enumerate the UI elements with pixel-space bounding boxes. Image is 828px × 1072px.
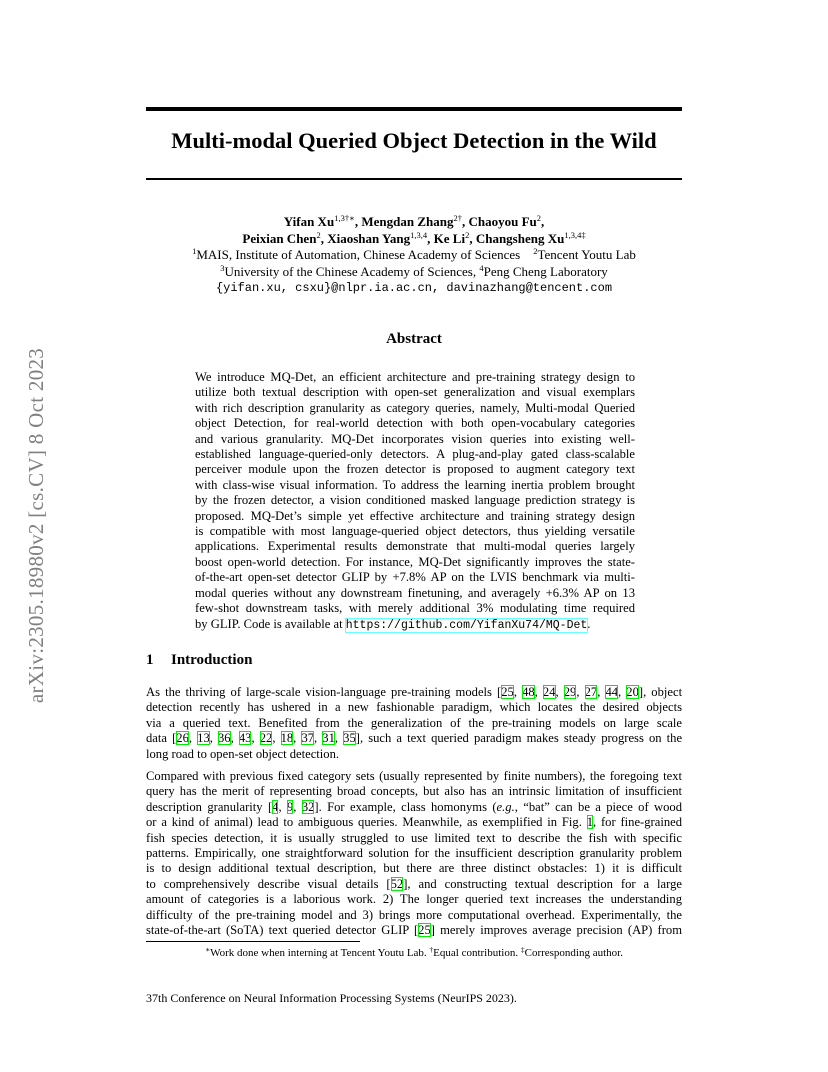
citation-link[interactable]: 32 xyxy=(301,799,315,814)
citation-link[interactable]: 25 xyxy=(418,923,431,938)
title-top-rule xyxy=(146,107,682,111)
intro-paragraph-1: As the thriving of large-scale vision-language pre-training models [25, 48, 24, 29, 27, 44, 20], object detection recently has ushered in a new fashionable paradigm, which locates the desired objects via a queried text. Benefited from the generalization of the pre-training models on large scale data [26, 13, 36, 43, 22, 18, 37, 31, 35], such a text queried paradigm makes steady progress on the long road to open-set object detection. xyxy=(146,685,683,761)
abstract-heading: Abstract xyxy=(386,331,442,347)
paper-title: Multi-modal Queried Object Detection in the Wild xyxy=(171,128,657,153)
author-name: Xiaoshan Yang xyxy=(327,230,411,246)
author-name: Changsheng Xu xyxy=(475,230,565,246)
citation-link[interactable]: 35 xyxy=(343,731,356,746)
arxiv-id: arXiv:2305.18980v2 [cs.CV] 8 Oct 2023 xyxy=(24,347,49,703)
citation-link[interactable]: 37 xyxy=(301,731,315,746)
author-block xyxy=(146,214,682,297)
citation-link[interactable]: 43 xyxy=(238,731,252,746)
author-name: Peixian Chen xyxy=(242,230,317,246)
citation-link[interactable]: 9 xyxy=(286,799,294,814)
footnote: ∗Work done when interning at Tencent Youtu Lab. †Equal contribution. ‡Corresponding author. xyxy=(204,945,623,959)
citation-link[interactable]: 48 xyxy=(522,685,535,699)
author-row-2: Peixian Chen$^2$, Xiaoshan Yang$^{1,3,4}$, Ke Li$^2$, Changsheng $Xu^{1,3,4\ddagger}$ xyxy=(242,229,586,246)
affiliation: Peng Cheng Laboratory xyxy=(483,263,608,279)
citation-link[interactable]: 4 xyxy=(272,799,279,814)
citation-link[interactable]: 26 xyxy=(176,731,189,746)
citation-link[interactable]: 22 xyxy=(259,731,273,746)
arxiv-sidebar-stamp xyxy=(14,290,60,760)
author-name: Yifan Xu xyxy=(283,214,335,229)
section-title: Introduction xyxy=(171,652,253,668)
author-emails: {yifan.xu, csxu}@nlpr.ia.ac.cn, davinazhang@tencent.com xyxy=(215,281,613,295)
citation-link[interactable]: 52 xyxy=(390,876,404,891)
title-bottom-rule xyxy=(146,178,682,180)
section-heading-introduction xyxy=(146,652,252,669)
affiliation-row-2: $^3$University of the Chinese Academy of Sciences, $^4$Peng Cheng Laboratory xyxy=(220,262,608,279)
citation-link[interactable]: 18 xyxy=(280,731,294,746)
abstract-body: We introduce MQ-Det, an efficient architecture and pre-training strategy design to utilize both textual description with open-set generalization and visual exemplars with rich description granularity as category queries, namely, Multi-modal Queried object Detection, for real-world detection with both open-vocabulary categories and various granularity. MQ-Det incorporates vision queries into existing well- established language-queried-only detectors. A plug-and-play gated class-scalable perceiver module upon the frozen detector is proposed to augment category text with class-wise visual information. To address the learning inertia problem brought by the frozen detector, a vision conditioned masked language prediction strategy is proposed. MQ-Det’s simple yet effective architecture and training strategy design is compatible with most language-queried object detectors, thus yielding versatile applications. Experimental results demonstrate that multi-modal queries largely boost open-world detection. For instance, MQ-Det significantly improves the state- of-the-art open-set detector GLIP by +7.8% AP on the LVIS benchmark via multi- modal queries without any downstream finetuning, and averagely +6.3% AP on 13 few-shot downstream tasks, with merely additional 3% modulating time required by GLIP. Code is available at https://github.com/YifanXu74/MQ-Det. xyxy=(195,370,635,632)
citation-link[interactable]: 24 xyxy=(542,685,556,699)
venue-line: 37th Conference on Neural Information Processing Systems (NeurIPS 2023). xyxy=(146,991,517,1005)
affiliation: MAIS, Institute of Automation, Chinese Academy of Sciences xyxy=(196,247,521,262)
citation-link[interactable]: 44 xyxy=(605,685,619,699)
citation-link[interactable]: 36 xyxy=(218,731,231,746)
citation-link[interactable]: 20 xyxy=(626,685,639,699)
section-number: 1 xyxy=(146,652,154,668)
citation-link[interactable]: 13 xyxy=(197,731,210,746)
figure-link[interactable]: 1 xyxy=(586,815,593,830)
citation-link[interactable]: 31 xyxy=(322,731,335,746)
affiliation: University of the Chinese Academy of Sciences, xyxy=(224,263,477,279)
author-name: Ke Li xyxy=(433,230,466,246)
author-row-1: Yifan $Xu^{1,3\dagger∗}$, Mengdan Zhang$^{2\dagger}$, Chaoyou Fu$^2$, xyxy=(283,213,545,229)
intro-paragraph-2: Compared with previous fixed category sets (usually represented by finite numbers), the foregoing text query has the merit of representing broad concepts, but also has an intrinsic limitation of insufficient description granularity [4, 9, 32]. For example, class homonyms (e.g., “bat” can be a piece of wood or a kind of animal) lead to ambiguous queries. Meanwhile, as exemplified in Fig. 1, for fine-grained fish species detection, it is usually struggled to use limited text to describe the fish with specific patterns. Empirically, one straightforward solution for the insufficient description granularity problem is to design additional textual description, but there are three distinct obstacles: 1) it is difficult to comprehensively describe visual details [52], and constructing textual description for a large amount of categories is a laborious work. 2) The longer queried text increases the understanding difficulty of the pre-training model and 3) brings more computational overhead. Experimentally, the state-of-the-art (SoTA) text queried detector GLIP [25] merely improves average precision (AP) from xyxy=(146,769,683,938)
affiliation-row-1: $^1$MAIS, Institute of Automation, Chinese Academy of Sciences $^2$Tencent Youtu Lab xyxy=(192,246,636,262)
citation-link[interactable]: 27 xyxy=(584,685,598,699)
citation-link[interactable]: 29 xyxy=(563,685,577,699)
citation-link[interactable]: 25 xyxy=(501,685,514,699)
footnote-rule xyxy=(146,941,360,942)
code-link[interactable]: https://github.com/YifanXu74/MQ-Det xyxy=(345,618,588,632)
author-name: Chaoyou Fu xyxy=(468,214,537,229)
author-name: Mengdan Zhang xyxy=(361,214,454,229)
affiliation: Tencent Youtu Lab xyxy=(537,247,636,262)
